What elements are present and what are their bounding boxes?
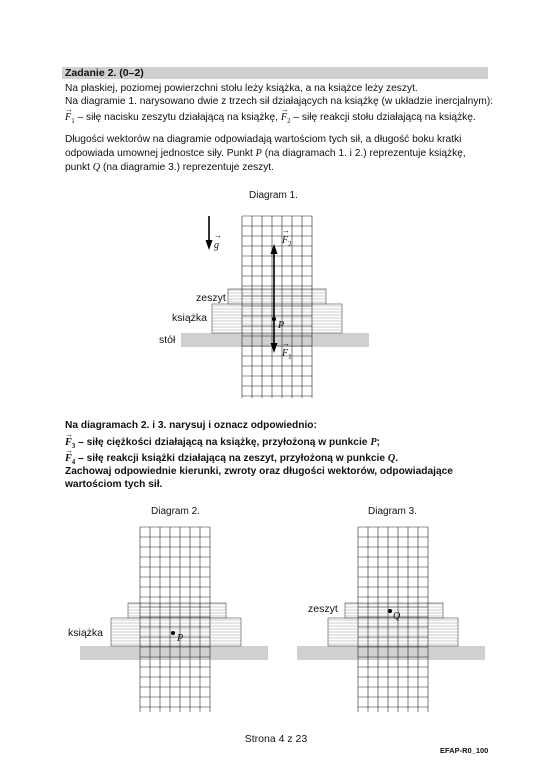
instructions-intro: Na diagramach 2. i 3. narysuj i oznacz odpowiednio: <box>65 420 317 431</box>
task-title: Zadanie 2. (0–2) <box>65 67 144 79</box>
task-paragraph-line: odpowiada umownej jednostce siły. Punkt P (na diagramach 1. i 2.) reprezentuje książkę, <box>65 148 466 159</box>
diagram3-caption: Diagram 3. <box>368 506 417 517</box>
notebook-label: zeszyt <box>196 292 226 304</box>
point-q-label: Q <box>393 611 401 622</box>
diagram2-caption: Diagram 2. <box>151 506 200 517</box>
table-label: stół <box>159 334 176 346</box>
page-number: Strona 4 z 23 <box>244 733 308 745</box>
instruction-f4: → $F_4$ – siłę reakcji książki działającą na zeszyt, przyłożoną w punkcie Q. <box>65 452 398 469</box>
g-label: → g <box>214 240 219 251</box>
point-p-label: P <box>278 320 285 331</box>
exam-code: EFAP-R0_100 <box>440 746 489 755</box>
notebook-label: zeszyt <box>308 603 338 615</box>
instruction-line: wartościom tych sił. <box>65 479 163 490</box>
task-paragraph-line: Na diagramie 1. narysowano dwie z trzech sił działających na książkę (w układzie inercjalnym): <box>65 96 494 107</box>
task-paragraph-line: punkt Q (na diagramie 3.) reprezentuje zeszyt. <box>65 162 274 173</box>
f2-label: → $F_2$ <box>282 235 292 248</box>
book-label: książka <box>68 627 104 639</box>
f1-label: → $F_1$ <box>282 348 292 361</box>
point-p-label: P <box>177 633 184 644</box>
diagram1-caption: Diagram 1. <box>249 190 298 201</box>
force-definitions-line: → $F_1$ – siłę nacisku zeszytu działającą na książkę, → $F_2$ – siłę reakcji stołu działającą na książkę. <box>65 111 476 128</box>
task-paragraph-line: Długości wektorów na diagramie odpowiadają wartościom tych sił, a długość boku kratki <box>65 134 462 145</box>
instruction-f3: → $F_3$ – siłę ciężkości działającą na książkę, przyłożoną w punkcie P; <box>65 436 380 453</box>
instruction-line: Zachowaj odpowiednie kierunki, zwroty oraz długości wektorów, odpowiadające <box>65 466 453 477</box>
task-paragraph-line: Na płaskiej, poziomej powierzchni stołu leży książka, a na książce leży zeszyt. <box>65 83 418 94</box>
point-q <box>388 609 392 613</box>
vector-f2: → $F_2$ <box>281 112 291 123</box>
book-label: książka <box>172 312 208 324</box>
vector-f1: → $F_1$ <box>65 112 75 123</box>
table-surface <box>297 646 485 660</box>
